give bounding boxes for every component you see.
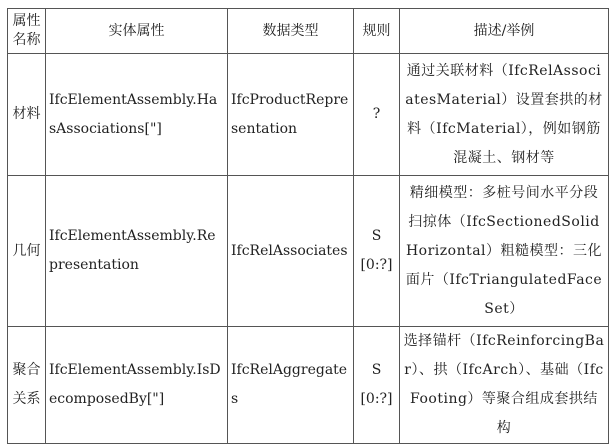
entity-attr-cell: IfcElementAssembly.IsDecomposedBy["]	[46, 327, 228, 444]
data-type-cell: IfcRelAssociates	[228, 176, 354, 327]
desc-cell: 通过关联材料（IfcRelAssociatesMaterial）设置套拱的材料（IfcMaterial），例如钢筋混凝土、钢材等	[400, 54, 609, 176]
header-entity-attr: 实体属性	[46, 9, 228, 54]
table-row	[8, 327, 609, 444]
entity-attr-cell: IfcElementAssembly.Representation	[46, 176, 228, 327]
rule-cell: ?	[354, 54, 400, 176]
attr-name-cell: 聚合关系	[8, 327, 46, 444]
desc-cell: 精细模型：多桩号间水平分段扫掠体（IfcSectionedSolidHorizontal）粗糙模型：三化面片（IfcTriangulatedFaceSet）	[400, 176, 609, 327]
rule-cell: S[0:?]	[354, 176, 400, 327]
attr-name-cell: 几何	[8, 176, 46, 327]
entity-attr-cell: IfcElementAssembly.HasAssociations["]	[46, 54, 228, 176]
header-row	[8, 9, 609, 54]
header-desc: 描述/举例	[400, 9, 609, 54]
table-row	[8, 54, 609, 176]
desc-cell: 选择锚杆（IfcReinforcingBar）、拱（IfcArch）、基础（IfcFooting）等聚合组成套拱结构	[400, 327, 609, 444]
header-rule: 规则	[354, 9, 400, 54]
header-data-type: 数据类型	[228, 9, 354, 54]
rule-cell: S[0:?]	[354, 327, 400, 444]
table-row	[8, 176, 609, 327]
data-type-cell: IfcProductRepresentation	[228, 54, 354, 176]
data-type-cell: IfcRelAggregates	[228, 327, 354, 444]
header-attr-name: 属性名称	[8, 9, 46, 54]
attribute-table	[7, 8, 609, 444]
attr-name-cell: 材料	[8, 54, 46, 176]
